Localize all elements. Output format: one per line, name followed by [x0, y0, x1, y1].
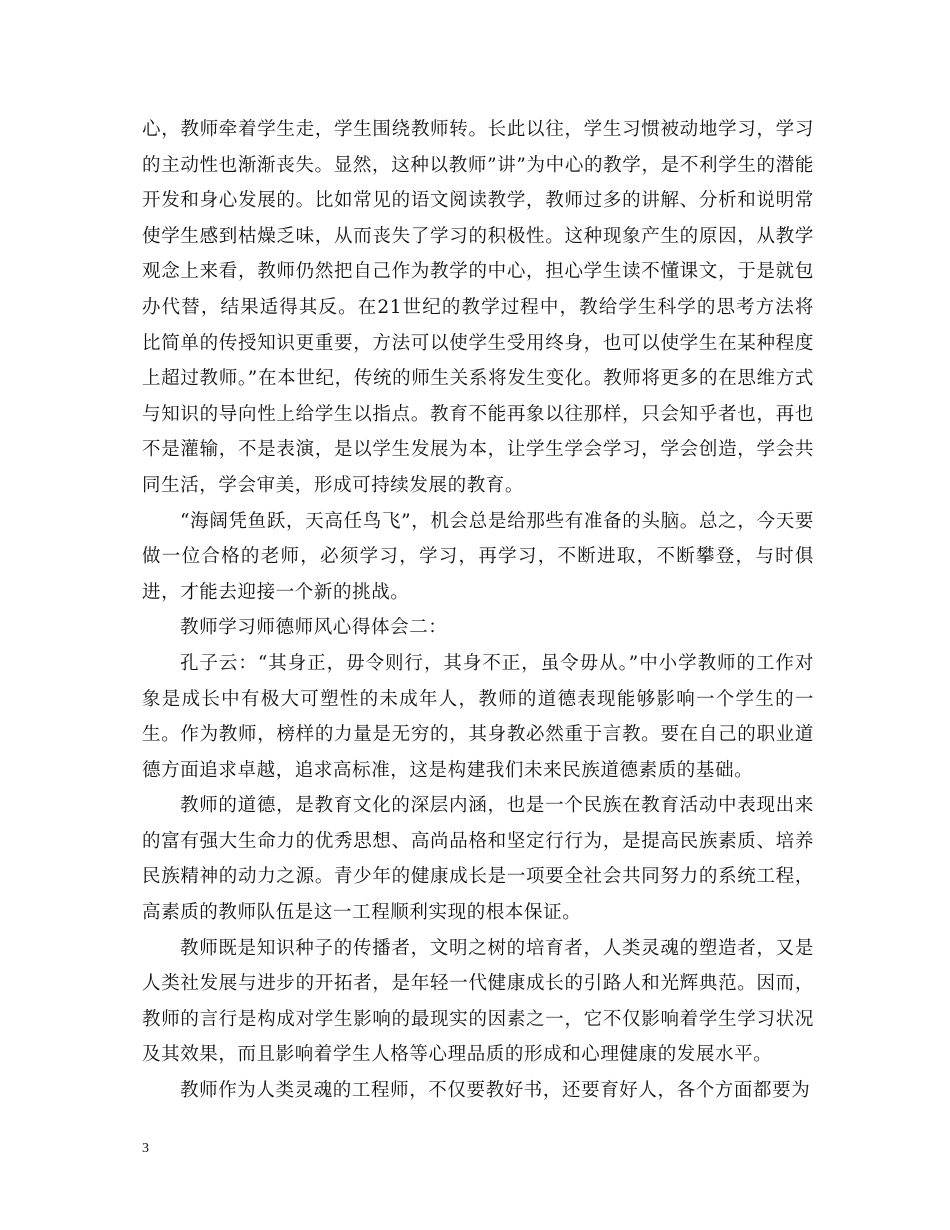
paragraph-4: 教师的道德，是教育文化的深层内涵，也是一个民族在教育活动中表现出来的富有强大生命力的优秀思想、高尚品格和坚定行行为，是提高民族素质、培养民族精神的动力之源。青少年的健康成长是一项要全社会共同努力的系统工程，高素质的教师队伍是这一工程顺利实现的根本保证。: [142, 795, 814, 924]
paragraph-5: 教师既是知识种子的传播者，文明之树的培育者，人类灵魂的塑造者，又是人类社发展与进步的开拓者，是年轻一代健康成长的引路人和光辉典范。因而，教师的言行是构成对学生影响的最现实的因素之一，它不仅影响着学生学习状况及其效果，而且影响着学生人格等心理品质的形成和心理健康的发展水平。: [142, 937, 814, 1066]
paragraph-2: “海阔凭鱼跃，天高任鸟飞”，机会总是给那些有准备的头脑。总之，今天要做一位合格的老师，必须学习，学习，再学习，不断进取，不断攀登，与时俱进，才能去迎接一个新的挑战。: [142, 510, 814, 603]
paragraph-3: 孔子云：“其身正，毋令则行，其身不正，虽令毋从。”中小学教师的工作对象是成长中有极大可塑性的未成年人，教师的道德表现能够影响一个学生的一生。作为教师，榜样的力量是无穷的，其身教必然重于言教。要在自己的职业道德方面追求卓越，追求高标准，这是构建我们未来民族道德素质的基础。: [142, 652, 814, 781]
paragraph-1: 心，教师牵着学生走，学生围绕教师转。长此以往，学生习惯被动地学习，学习的主动性也渐渐丧失。显然，这种以教师”讲”为中心的教学，是不利学生的潜能开发和身心发展的。比如常见的语文阅读教学，教师过多的讲解、分析和说明常使学生感到枯燥乏味，从而丧失了学习的积极性。这种现象产生的原因，从教学观念上来看，教师仍然把自己作为教学的中心，担心学生读不懂课文，于是就包办代替，结果适得其反。在21世纪的教学过程中，教给学生科学的思考方法将比简单的传授知识更重要，方法可以使学生受用终身，也可以使学生在某种程度上超过教师。”在本世纪，传统的师生关系将发生变化。教师将更多的在思维方式与知识的导向性上给学生以指点。教育不能再象以往那样，只会知乎者也，再也不是灌输，不是表演，是以学生发展为本，让学生学会学习，学会创造，学会共同生活，学会审美，形成可持续发展的教育。: [142, 119, 814, 496]
document-body: [142, 112, 814, 1109]
page-number: 3: [142, 1141, 149, 1156]
paragraph-6: 教师作为人类灵魂的工程师，不仅要教好书，还要育好人，各个方面都要为: [180, 1080, 811, 1102]
section-heading: 教师学习师德师风心得体会二：: [180, 617, 448, 639]
